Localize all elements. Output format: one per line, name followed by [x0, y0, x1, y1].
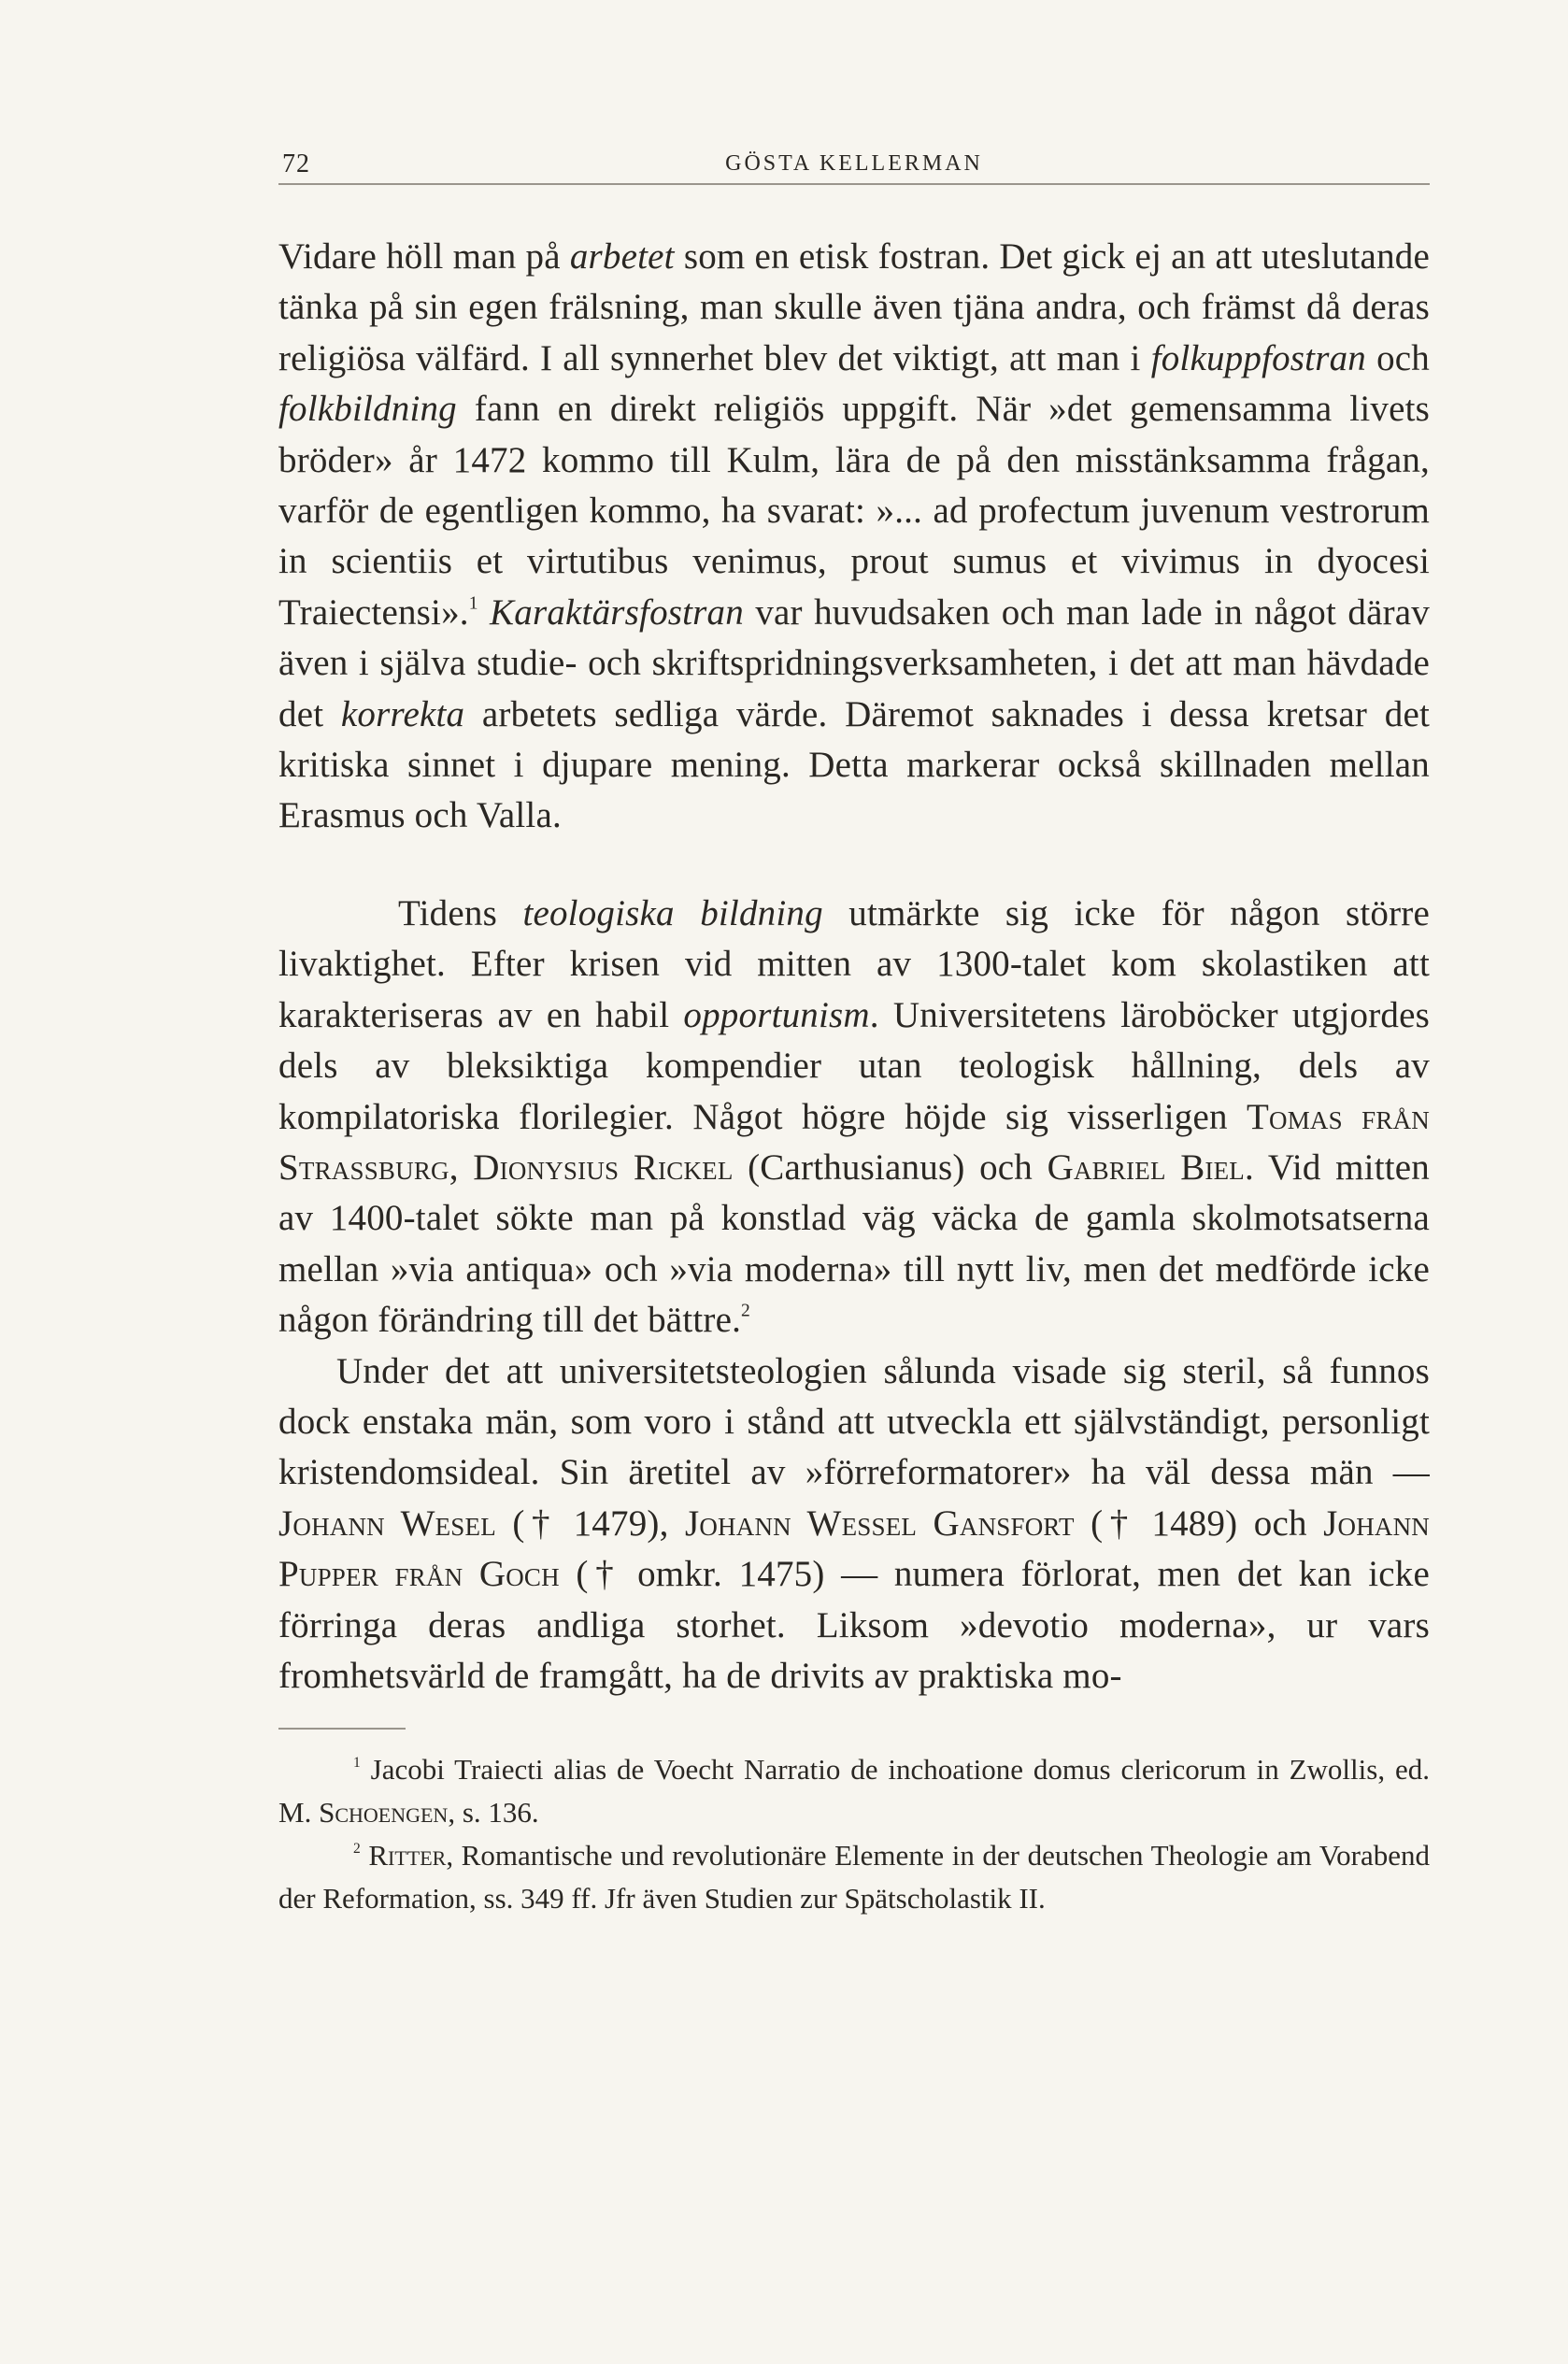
footnotes — [278, 1748, 1430, 1920]
footnote-mark: 2 — [353, 1841, 361, 1858]
footnote-divider — [278, 1728, 406, 1730]
person-name: Gabriel Biel — [1047, 1146, 1245, 1188]
book-page — [278, 140, 1430, 1920]
paragraph-2: Tidens teologiska bildning utmärkte sig icke för någon större livaktighet. Efter krisen vid mitten av 1300-talet kom skolastiken att karakteriseras av en habil opportunism. Universitetens läroböcker utgjordes dels av bleksiktiga kompendier utan teologisk hållning, dels av kompilatoriska florilegier. Något högre höjde sig visserligen Tomas från Strassburg, Dionysius Rickel (Carthusianus) och Gabriel Biel. Vid mitten av 1400-talet sökte man på konstlad väg väcka de gamla skolmotsatserna mellan »via antiqua» och »via moderna» till nytt liv, men det medförde icke någon förändring till det bättre.$^2$ — [278, 892, 1430, 1341]
running-head: GÖSTA KELLERMAN — [725, 151, 983, 176]
emphasis: arbetet — [569, 236, 675, 277]
footnote-1: $^1$ Jacobi Traiecti alias de Voecht Narratio de inchoatione domus clericorum in Zwollis, ed. M. Schoengen, s. 136. — [278, 1753, 1430, 1830]
footnote-2: $^2$ Ritter, Romantische und revolutionäre Elemente in der deutschen Theologie am Vorabend der Reformation, ss. 349 ff. Jfr även Studien zur Spätscholastik II. — [278, 1839, 1430, 1915]
person-name: Schoengen — [319, 1796, 449, 1830]
person-name: Johann Wesel — [278, 1502, 496, 1544]
emphasis: teologiska bildning — [522, 892, 823, 933]
page-number: 72 — [282, 150, 310, 178]
emphasis: opportunism — [683, 994, 870, 1035]
footnote-ref-2[interactable]: 2 — [741, 1301, 750, 1321]
footnote-mark: 1 — [353, 1755, 361, 1772]
emphasis: korrekta — [340, 693, 465, 734]
paragraph-3: Under det att universitetsteologien sålunda visade sig steril, så funnos dock enstaka män, som voro i stånd att utveckla ett självständigt, personligt kristendomsideal. Sin äretitel av »förreformatorer» ha väl dessa män — Johann Wesel († 1479), Johann Wessel Gansfort († 1489) och Johann Pupper från Goch († omkr. 1475) — numera förlorat, men det kan icke förringa deras andliga storhet. Liksom »devotio moderna», ur vars fromhetsvärld de framgått, ha de drivits av praktiska mo- — [278, 1350, 1430, 1696]
person-name: Johann Wessel Gansfort — [684, 1502, 1075, 1544]
paragraph-1: Vidare höll man på arbetet som en etisk fostran. Det gick ej an att uteslutande tänka på sin egen frälsning, man skulle även tjäna andra, och främst då deras religiösa välfärd. I all synnerhet blev det viktigt, att man i folkuppfostran och folkbildning fann en direkt religiös uppgift. När »det gemensamma livets bröder» år 1472 kommo till Kulm, lära de på den misstänksamma frågan, varför de egentligen kommo, ha svarat: »... ad profectum juvenum vestrorum in scientiis et virtutibus venimus, prout sumus et vivimus in dyocesi Traiectensi».$^1$ Karaktärsfostran var huvudsaken och man lade in något därav även i själva studie- och skriftspridningsverksamheten, i det att man hävdade det korrekta arbetets sedliga värde. Däremot saknades i dessa kretsar det kritiska sinnet i djupare mening. Detta markerar också skillnaden mellan Erasmus och Valla. — [278, 236, 1430, 836]
person-name: Dionysius Rickel — [473, 1146, 734, 1188]
page-header — [278, 140, 1430, 185]
emphasis: Karaktärsfostran — [490, 591, 744, 633]
person-name: Tomas från Strassburg — [278, 1096, 1430, 1188]
body-text — [278, 232, 1430, 1702]
person-name: Ritter — [368, 1839, 447, 1873]
person-name: Johann Pupper från Goch — [278, 1502, 1430, 1595]
emphasis: folkbildning — [278, 389, 457, 430]
emphasis: folkuppfostran — [1150, 337, 1366, 378]
footnote-ref-1[interactable]: 1 — [468, 593, 478, 614]
